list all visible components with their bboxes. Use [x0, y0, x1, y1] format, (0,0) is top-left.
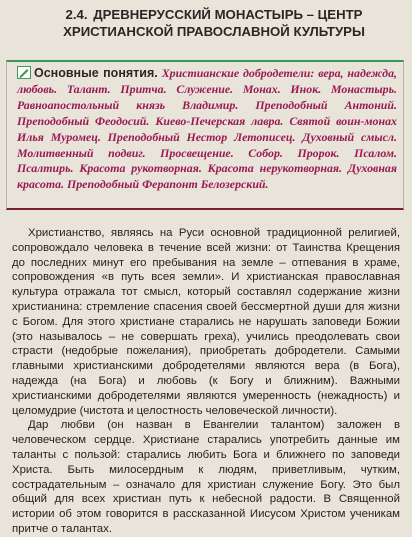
paragraph: Дар любви (он назван в Евангелии талантом) заложен в человеческом сердце. Христиане старались употребить данные им таланты с пользой: старались любить Бога и ближнего по заповеди Христа. Быть милосердным к людям, приветливым, чутким, сострадательным – означало для христиан служение Богу. Это был общий для всех христиан путь к небесной радости. В Священной истории об этом говорится в рассказанной Иисусом Христом ученикам притче о талантах. [12, 419, 400, 535]
pen-icon [17, 66, 31, 79]
section-number: 2.4. [65, 7, 88, 22]
key-concepts-box [6, 60, 404, 210]
paragraph: Христианство, являясь на Руси основной традиционной религией, сопровождало человека в течение всей жизни: от Таинства Крещения до последних минут его пребывания на земле – отпевания в храме, сопровождения «в путь всея земли». И христианская православная культура отражала тот смысл, который составлял содержание жизни христианина: стремление спасения своей бессмертной души для жизни с Богом. Для этого христиане старались не нарушать заповеди Божии (это называлось – не совершать греха), учились преодолевать свои страсти (недобрые пожелания), приобретать добродетели. Самыми главными христианскими добродетелями являются вера (в Бога), надежда (на Бога) и любовь (к Богу и ближним). Важными христианскими добродетелями являются умеренность (нежадность) и целомудрие (чистота и целостность человеческой личности). [12, 227, 400, 417]
key-concepts-text: Христианские добродетели: вера, надежда, любовь. Талант. Притча. Служение. Монах. Инок. Монастырь. Равноапостольный князь Владимир. Преподобный Антоний. Преподобный Феодосий. Киево-Печерская лавра. Святой воин-монах Илья Муромец. Преподобный Нестор Летописец. Духовный смысл. Молитвенный подвиг. Просвещение. Собор. Пророк. Псалом. Псалтирь. Красота рукотворная. Красота нерукотворная. Духовная красота. Преподобный Ферапонт Белозерский. [17, 66, 397, 192]
key-concepts-label: Основные понятия. [34, 66, 158, 80]
main-text [12, 226, 400, 537]
section-heading [18, 6, 410, 40]
section-title: ДРЕВНЕРУССКИЙ МОНАСТЫРЬ – ЦЕНТР ХРИСТИАНСКОЙ ПРАВОСЛАВНОЙ КУЛЬТУРЫ [63, 7, 365, 39]
